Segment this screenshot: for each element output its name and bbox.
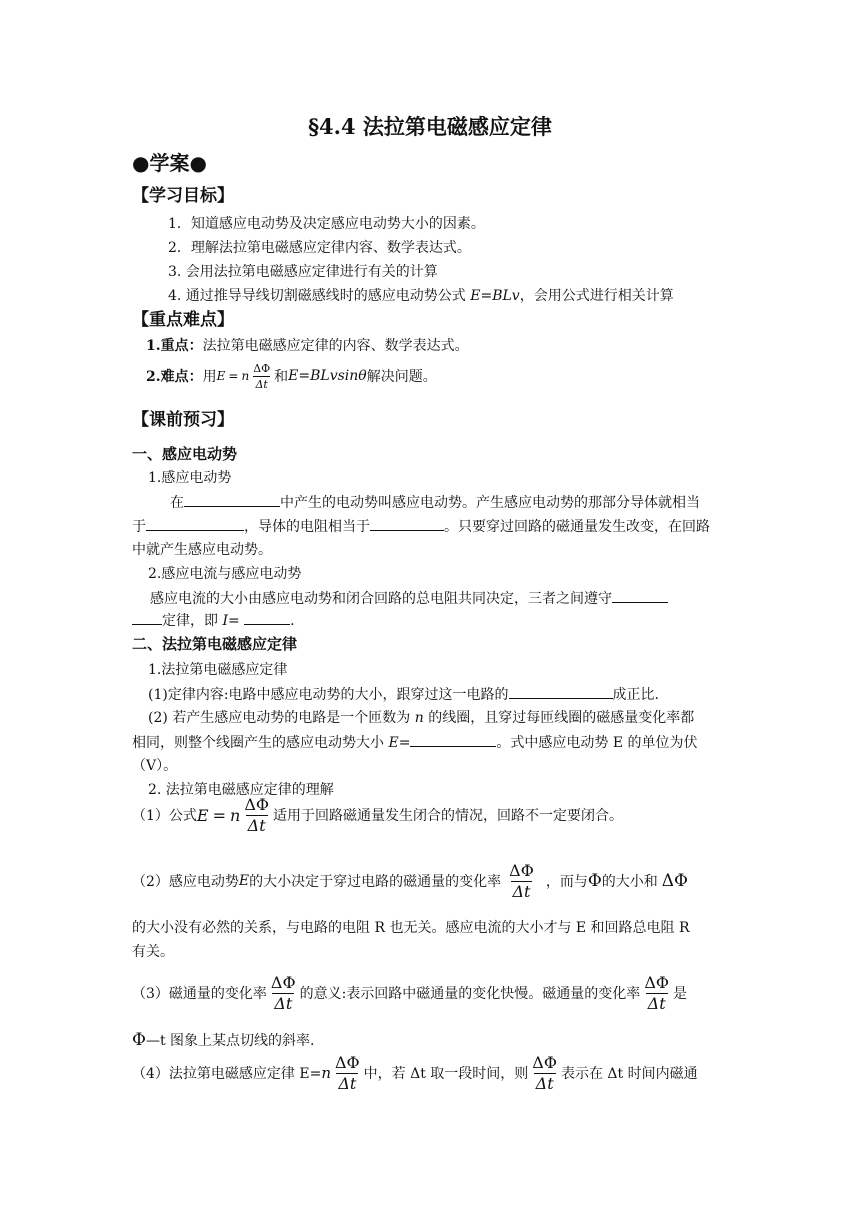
understanding-2-line1 xyxy=(132,860,688,902)
u2-E: E xyxy=(238,873,250,889)
u2-numerator: ΔΦ xyxy=(509,860,534,880)
l2-b: 的线圈，且穿过每匝线圈的磁感量变化率都 xyxy=(423,710,695,726)
u4-numerator-2: ΔΦ xyxy=(532,1052,557,1072)
p2-c: = xyxy=(227,613,240,629)
p2-a: 感应电流的大小由感应电动势和闭合回路的总电阻共同决定，三者之间遵守 xyxy=(150,591,612,607)
p1-b: 中产生的电动势叫感应电动势。产生感应电动势的那部分导体就相当 xyxy=(280,495,700,511)
u1-formula-E: E xyxy=(196,805,209,825)
goal-item-1: 1．知道感应电动势及决定感应电动势大小的因素。 xyxy=(168,216,485,232)
u4-b: 中，若 Δt 取一段时间，则 xyxy=(363,1066,529,1082)
understanding-1 xyxy=(132,794,623,836)
blank-6 xyxy=(244,610,290,625)
blank-3 xyxy=(370,516,444,531)
fraction-numerator: ΔΦ xyxy=(253,361,271,375)
difficulty-pre: 用 xyxy=(202,369,217,385)
understanding-3-line2 xyxy=(132,1030,314,1051)
l3-E: E xyxy=(388,735,399,751)
u3-numerator-2: ΔΦ xyxy=(644,972,669,992)
fraction-denominator: Δt xyxy=(255,377,268,391)
goal-item-4 xyxy=(168,286,674,306)
blank-5 xyxy=(132,610,162,625)
u2-b: 的大小决定于穿过电路的磁通量的变化率 xyxy=(249,874,502,890)
l1-b: 成正比. xyxy=(612,687,659,703)
p2-d: . xyxy=(290,613,295,629)
part2-law-line xyxy=(148,684,659,705)
understanding-3-line1 xyxy=(132,972,687,1014)
goal-item-4-text: 4. 通过推导导线切割磁感线时的感应电动势公式 xyxy=(168,288,471,304)
goal-item-2: 2．理解法拉第电磁感应定律内容、数学表达式。 xyxy=(168,240,471,256)
difficulty-formula2: E=BLvsinθ xyxy=(288,368,367,384)
u4-c: 表示在 Δt 时间内磁通 xyxy=(560,1066,698,1082)
u4-denominator-2: Δt xyxy=(535,1073,554,1093)
blank-8 xyxy=(410,732,496,747)
part1-para1-line3: 中就产生感应电动势。 xyxy=(132,542,272,558)
u2-denominator: Δt xyxy=(512,881,531,901)
u2-c: ，而与 xyxy=(545,874,588,890)
u4-n: n xyxy=(321,1064,331,1082)
part1-para1-line2 xyxy=(132,516,710,537)
goals-header: 【学习目标】 xyxy=(132,186,234,206)
u1-denominator: Δt xyxy=(247,815,266,835)
part1-para2-line1 xyxy=(150,588,668,609)
u1-a: （1）公式 xyxy=(132,808,197,824)
u1-b: 适用于回路磁通量发生闭合的情况，回路不一定要闭合。 xyxy=(273,808,623,824)
understanding-4 xyxy=(132,1052,698,1094)
difficulty-point xyxy=(146,358,437,394)
key-point-label: 1.重点： xyxy=(146,338,203,354)
l1-a: (1)定律内容:电路中感应电动势的大小，跟穿过这一电路的 xyxy=(148,687,509,703)
part1-sub2: 2.感应电流与感应电动势 xyxy=(148,566,302,582)
part1-sub1: 1.感应电动势 xyxy=(148,470,232,486)
xuean-header: ●学案● xyxy=(132,151,207,175)
page-title: §4.4 法拉第电磁感应定律 xyxy=(308,114,552,139)
p1-e: 。只要穿过回路的磁通量发生改变，在回路 xyxy=(444,519,710,535)
u1-fraction xyxy=(242,794,271,835)
u4-a: （4）法拉第电磁感应定律 E= xyxy=(132,1066,322,1082)
blank-1 xyxy=(184,492,280,507)
difficulty-post: 解决问题。 xyxy=(366,369,437,385)
u3-numerator-1: ΔΦ xyxy=(270,972,296,992)
part1-para2-line2 xyxy=(132,610,295,631)
formula-E: E xyxy=(216,369,226,383)
u3-c: 是 xyxy=(672,986,687,1002)
p1-a: 在 xyxy=(170,495,184,511)
u2-a: （2）感应电动势 xyxy=(132,874,239,890)
difficulty-label: 2.难点： xyxy=(146,369,203,385)
part1-header: 一、感应电动势 xyxy=(132,445,238,463)
u3-denominator-1: Δt xyxy=(274,993,293,1013)
p1-d: ，导体的电阻相当于 xyxy=(244,519,370,535)
goal-item-4-formula: E=BLv xyxy=(470,288,520,304)
u2-d: 的大小和 xyxy=(601,874,658,890)
p1-c: 于 xyxy=(132,519,146,535)
understanding-2-line3: 有关。 xyxy=(132,944,174,960)
u2-fraction xyxy=(507,860,536,901)
u3-a: （3）磁通量的变化率 xyxy=(132,986,267,1002)
u4-numerator-1: ΔΦ xyxy=(334,1052,360,1072)
p2-b: 定律，即 xyxy=(162,613,223,629)
part2-coil-line2 xyxy=(132,732,698,753)
u4-fraction-1 xyxy=(333,1052,362,1093)
part2-coil-line3: （V）。 xyxy=(132,758,178,774)
part1-para1-line1 xyxy=(170,492,700,513)
u3-fraction-1 xyxy=(269,972,298,1013)
goal-item-4-tail: ，会用公式进行相关计算 xyxy=(519,288,674,304)
l3-b: = xyxy=(398,735,411,751)
p2-I: I xyxy=(222,613,228,629)
u4-fraction-2 xyxy=(530,1052,559,1093)
difficulty-mid: 和 xyxy=(274,369,289,385)
u1-formula-eq: = xyxy=(212,805,227,825)
l2-n: n xyxy=(414,710,424,726)
part2-sub2: 2. 法拉第电磁感应定律的理解 xyxy=(148,782,334,798)
u3-denominator-2: Δt xyxy=(647,993,666,1013)
u2-phi: Φ xyxy=(587,871,602,891)
u3-phi: Φ xyxy=(132,1030,146,1050)
u1-numerator: ΔΦ xyxy=(244,794,269,814)
blank-2 xyxy=(146,516,244,531)
u1-formula-n: n xyxy=(230,805,241,825)
l3-c: 。式中感应电动势 E 的单位为伏 xyxy=(496,735,698,751)
preview-header: 【课前预习】 xyxy=(132,410,234,430)
l3-a: 相同，则整个线圈产生的感应电动势大小 xyxy=(132,735,389,751)
u3-d: —t 图象上某点切线的斜率. xyxy=(145,1033,315,1049)
understanding-2-line2: 的大小没有必然的关系，与电路的电阻 R 也无关。感应电流的大小才与 E 和回路总电阻 R xyxy=(132,920,690,936)
u3-fraction-2 xyxy=(642,972,671,1013)
key-points-header: 【重点难点】 xyxy=(132,310,234,330)
u2-dphi: ΔΦ xyxy=(661,871,688,891)
blank-7 xyxy=(509,684,613,699)
key-point xyxy=(146,336,469,356)
blank-4 xyxy=(612,588,668,603)
formula-n: n xyxy=(241,369,250,383)
part2-sub1: 1.法拉第电磁感应定律 xyxy=(148,662,288,678)
u3-b: 的意义:表示回路中磁通量的变化快慢。磁通量的变化率 xyxy=(299,986,641,1002)
formula-eq: = xyxy=(228,369,239,383)
l2-a: (2) 若产生感应电动势的电路是一个匝数为 xyxy=(148,710,415,726)
part2-coil-line1 xyxy=(148,708,694,728)
formula-fraction xyxy=(251,363,272,390)
key-point-text: 法拉第电磁感应定律的内容、数学表达式。 xyxy=(202,338,469,354)
u4-denominator-1: Δt xyxy=(338,1073,357,1093)
goal-item-3: 3. 会用法拉第电磁感应定律进行有关的计算 xyxy=(168,264,438,280)
part2-header: 二、法拉第电磁感应定律 xyxy=(132,635,298,653)
